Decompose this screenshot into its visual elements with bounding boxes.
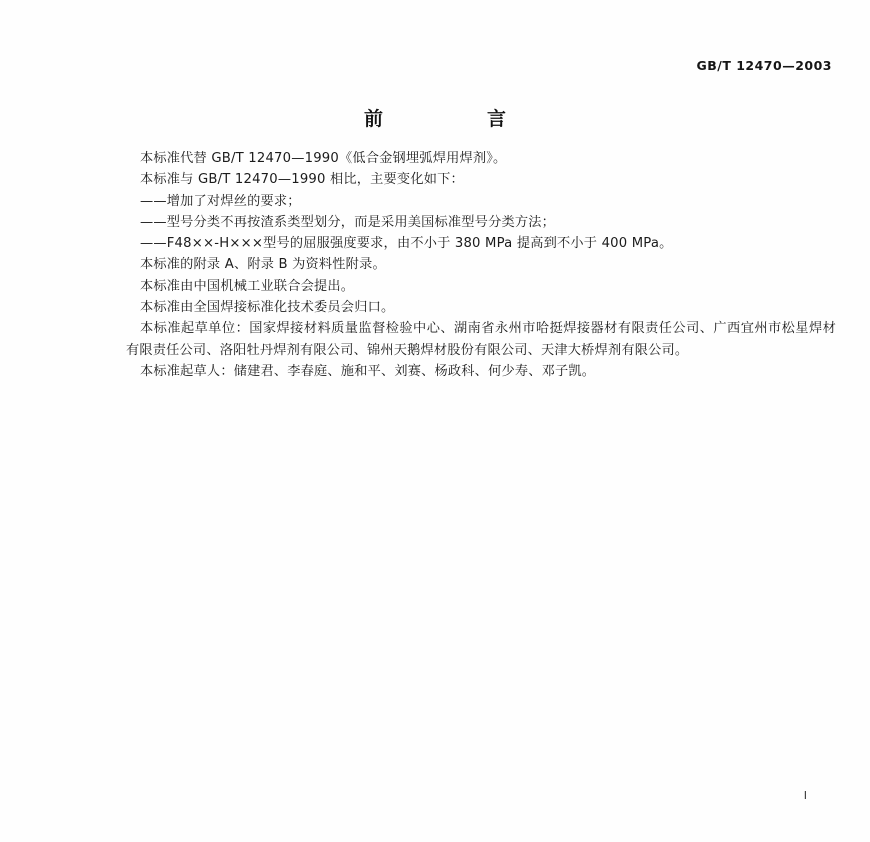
standard-code: GB/T 12470—2003: [696, 58, 832, 73]
page-title: 前 言: [363, 108, 528, 130]
paragraph: 本标准由中国机械工业联合会提出。: [140, 278, 355, 294]
foreword-body: [126, 148, 836, 382]
paragraph: ——增加了对焊丝的要求；: [140, 193, 301, 209]
paragraph: 本标准由全国焊接标准化技术委员会归口。: [140, 300, 395, 316]
paragraph: 本标准代替 GB/T 12470—1990《低合金钢埋弧焊用焊剂》。: [140, 151, 507, 166]
paragraph: 本标准与 GB/T 12470—1990 相比，主要变化如下：: [140, 172, 464, 188]
paragraph: ——F48××-H×××型号的屈服强度要求，由不小于 380 MPa 提高到不小于 400 MPa。: [140, 236, 673, 252]
paragraph: 本标准的附录 A、附录 B 为资料性附录。: [140, 257, 386, 273]
page-number: Ⅰ: [803, 789, 808, 802]
paragraph: 本标准起草人：储建君、李春庭、施和平、刘赛、杨政科、何少寿、邓子凯。: [140, 363, 596, 379]
paragraph: ——型号分类不再按渣系类型划分，而是采用美国标准型号分类方法；: [140, 214, 556, 230]
paragraph: 本标准起草单位：国家焊接材料质量监督检验中心、湖南省永州市哈挺焊接器材有限责任公司、广西宜州市松星焊材有限责任公司、洛阳牡丹焊剂有限公司、锦州天鹅焊材股份有限公司、天津大桥焊剂有限公司。: [126, 321, 836, 358]
